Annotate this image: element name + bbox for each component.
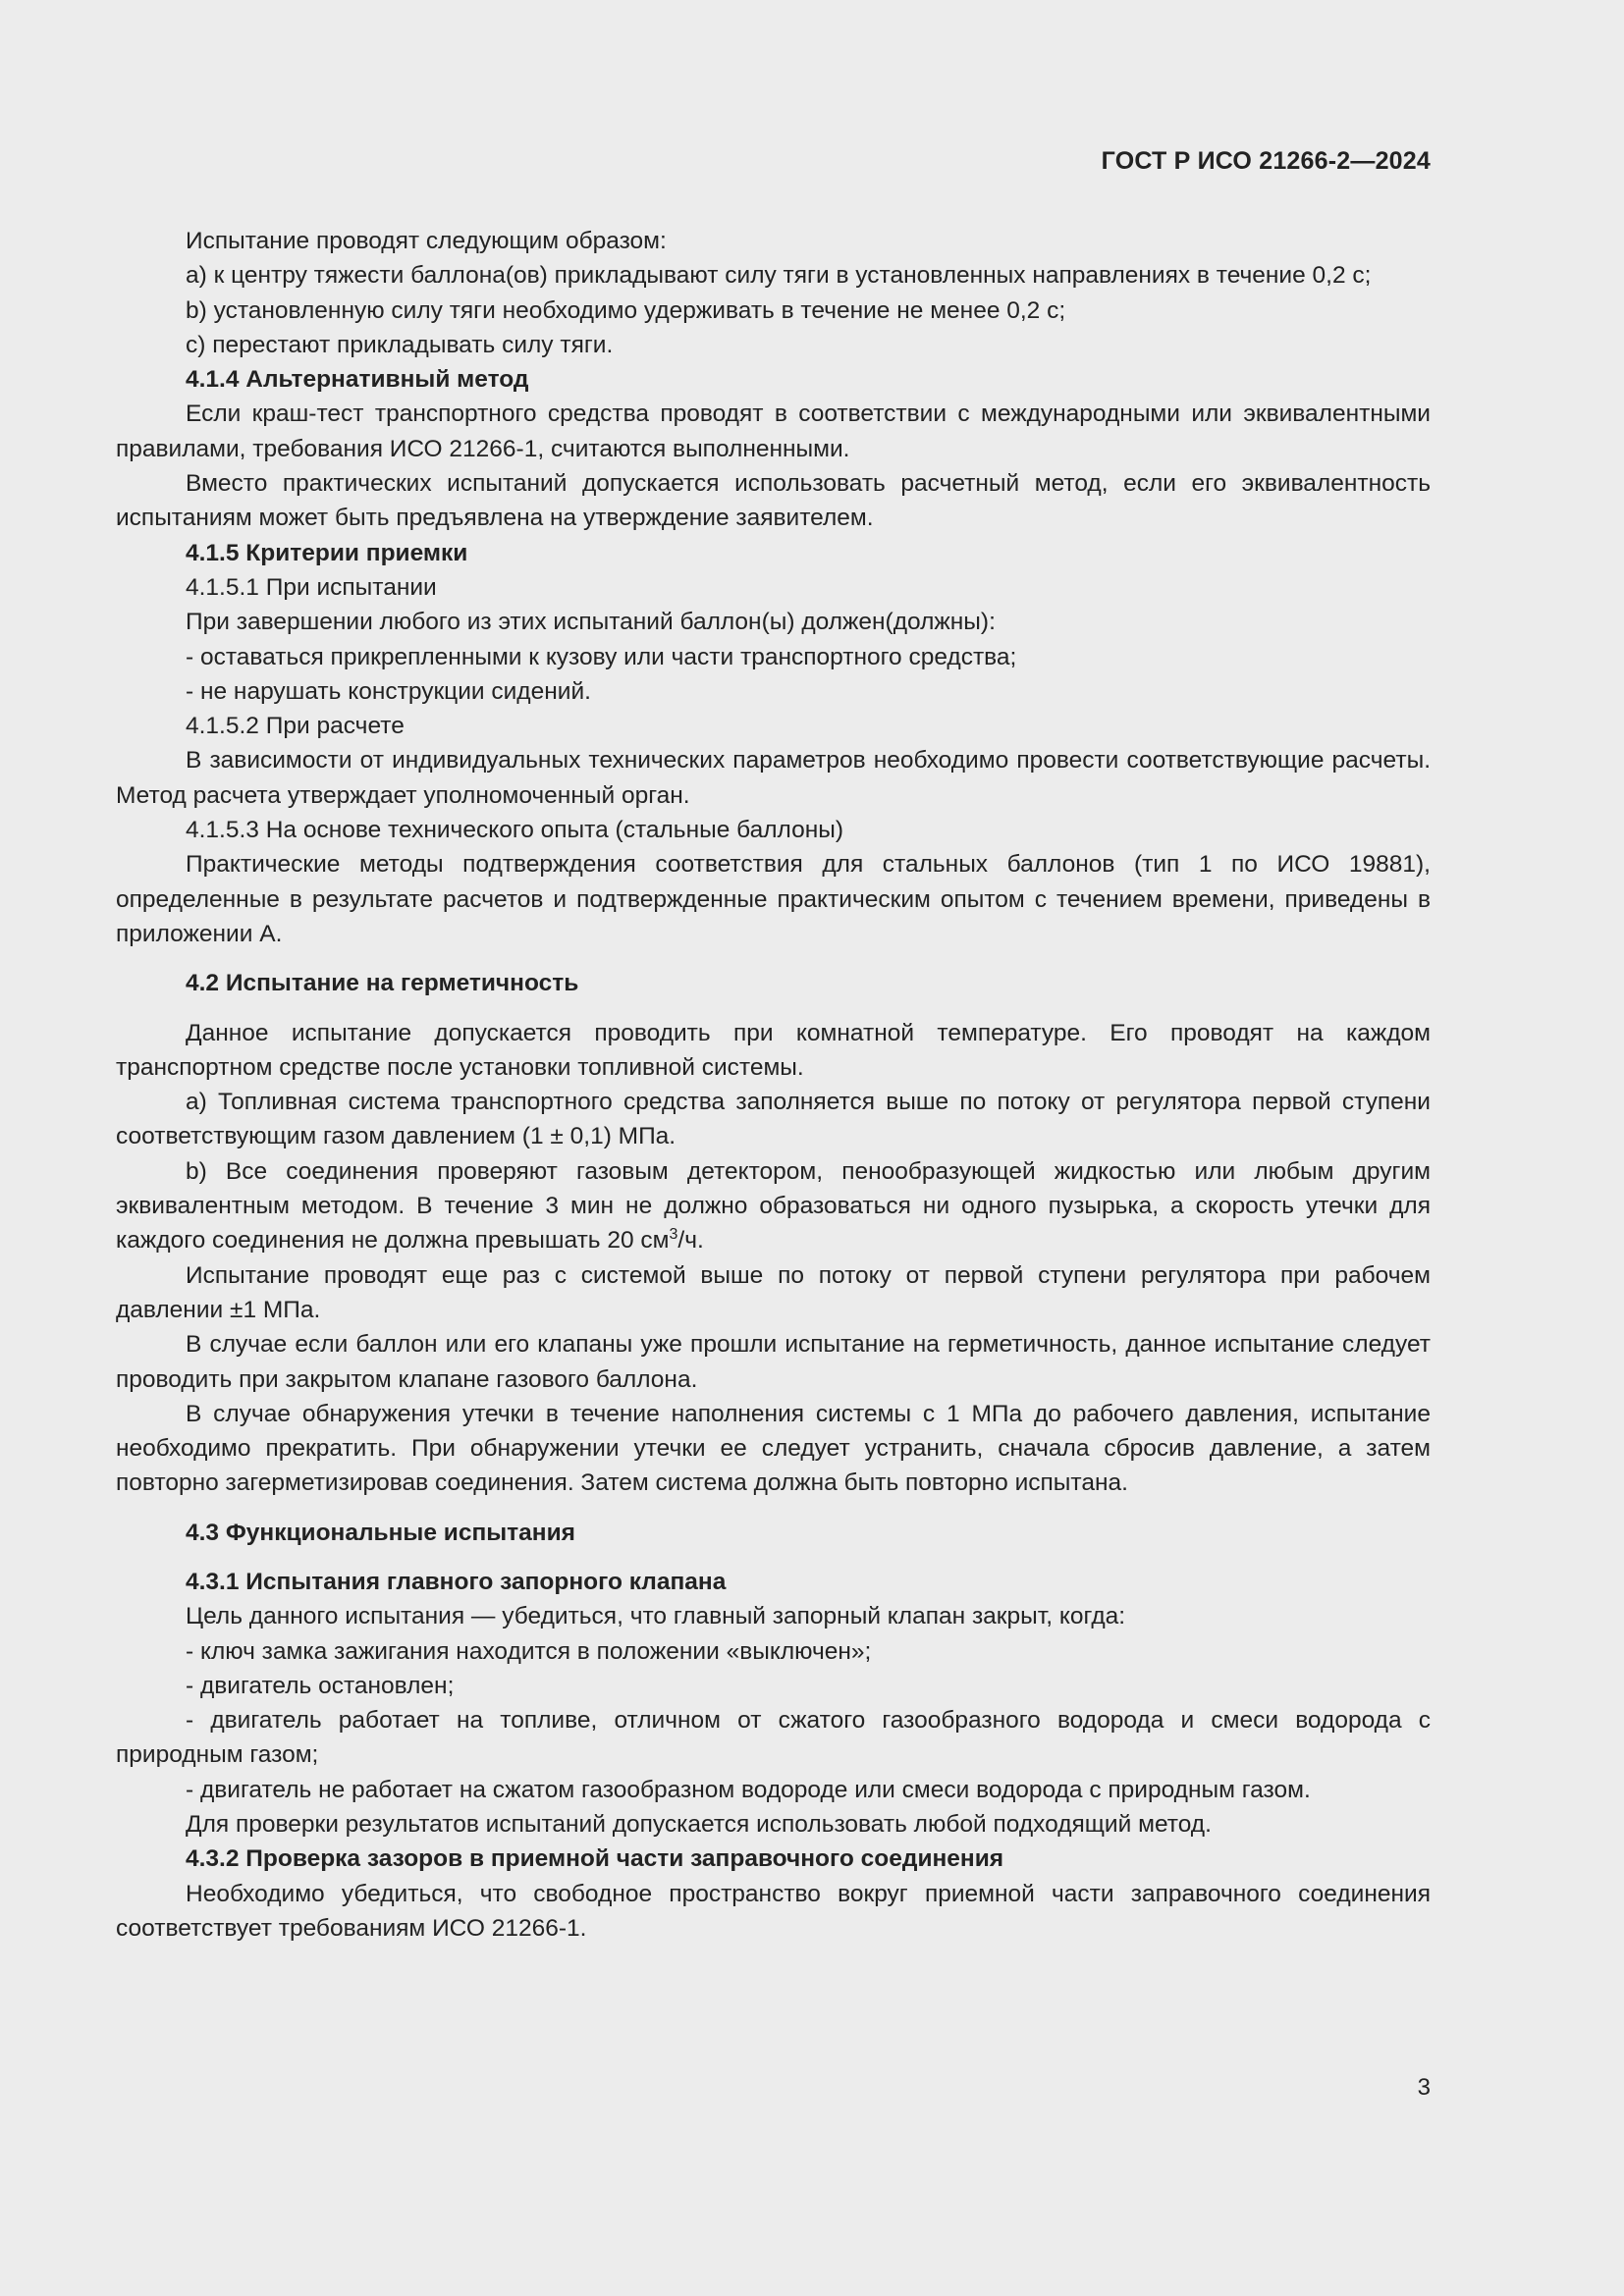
superscript: 3 [669,1226,678,1244]
list-item: - ключ замка зажигания находится в положении «выключен»; [186,1637,872,1665]
paragraph: Для проверки результатов испытаний допускается использовать любой подходящий метод. [186,1811,1212,1839]
list-item: b) установленную силу тяги необходимо удерживать в течение не менее 0,2 с; [186,296,1066,324]
paragraph: При завершении любого из этих испытаний баллон(ы) должен(должны): [186,609,996,636]
list-item: - двигатель работает на топливе, отличном от сжатого газообразного водорода и смеси водорода с природным газом; [116,1707,1431,1769]
body-text [116,224,1431,1946]
paragraph: Данное испытание допускается проводить при комнатной температуре. Его проводят на каждом транспортном средстве после установки топливной системы. [116,1019,1431,1081]
section-heading-4-3-2: 4.3.2 Проверка зазоров в приемной части заправочного соединения [186,1845,1004,1873]
list-item: - двигатель не работает на сжатом газообразном водороде или смеси водорода с природным газом. [186,1776,1311,1803]
section-heading-4-2: 4.2 Испытание на герметичность [186,970,579,997]
list-item: - оставаться прикрепленными к кузову или части транспортного средства; [186,643,1017,670]
paragraph: Испытание проводят следующим образом: [186,228,667,254]
paragraph-text: /ч. [677,1227,704,1255]
subsection-heading-4-1-5-1: 4.1.5.1 При испытании [186,573,437,601]
list-item: - не нарушать конструкции сидений. [186,677,591,705]
list-item [116,1154,1431,1258]
standard-designation: ГОСТ Р ИСО 21266-2—2024 [1101,147,1431,175]
list-item: a) к центру тяжести баллона(ов) прикладывают силу тяги в установленных направлениях в течение 0,2 с; [186,262,1372,290]
section-heading-4-1-4: 4.1.4 Альтернативный метод [186,366,529,394]
paragraph: Цель данного испытания — убедиться, что главный запорный клапан закрыт, когда: [186,1603,1126,1630]
paragraph: Если краш-тест транспортного средства проводят в соответствии с международными или эквивалентными правилами, требования ИСО 21266-1, считаются выполненными. [116,400,1431,462]
section-heading-4-3: 4.3 Функциональные испытания [186,1519,575,1546]
section-heading-4-3-1: 4.3.1 Испытания главного запорного клапана [186,1568,727,1595]
paragraph: Испытание проводят еще раз с системой выше по потоку от первой ступени регулятора при рабочем давлении ±1 МПа. [116,1261,1431,1323]
list-item: c) перестают прикладывать силу тяги. [186,331,614,358]
paragraph: Вместо практических испытаний допускается использовать расчетный метод, если его эквивалентность испытаниям может быть предъявлена на утверждение заявителем. [116,470,1431,532]
paragraph: В случае обнаружения утечки в течение наполнения системы с 1 МПа до рабочего давления, испытание необходимо прекратить. При обнаружении утечки ее следует устранить, сначала сбросив давление, а затем повторно загерметизировав соединения. Затем система должна быть повторно испытана. [116,1400,1431,1497]
paragraph: В случае если баллон или его клапаны уже прошли испытание на герметичность, данное испытание следует проводить при закрытом клапане газового баллона. [116,1331,1431,1393]
paragraph: Необходимо убедиться, что свободное пространство вокруг приемной части заправочного соединения соответствует требованиям ИСО 21266-1. [116,1880,1431,1942]
paragraph: Практические методы подтверждения соответствия для стальных баллонов (тип 1 по ИСО 19881), определенные в результате расчетов и подтвержденные практическим опытом с течением времени, приведены в приложении А. [116,851,1431,947]
paragraph: В зависимости от индивидуальных технических параметров необходимо провести соответствующие расчеты. Метод расчета утверждает уполномоченный орган. [116,747,1431,809]
page-number: 3 [1417,2074,1431,2101]
list-item: - двигатель остановлен; [186,1672,455,1699]
paragraph-text: b) Все соединения проверяют газовым детектором, пенообразующей жидкостью или любым другим эквивалентным методом. В течение 3 мин не должно образоваться ни одного пузырька, а скорость утечки для каждого соединения не должна превышать 20 см [116,1157,1431,1255]
subsection-heading-4-1-5-2: 4.1.5.2 При расчете [186,713,405,740]
section-heading-4-1-5: 4.1.5 Критерии приемки [186,539,468,566]
subsection-heading-4-1-5-3: 4.1.5.3 На основе технического опыта (стальные баллоны) [186,817,844,844]
list-item: a) Топливная система транспортного средства заполняется выше по потоку от регулятора первой ступени соответствующим газом давлением (1 ± 0,1) МПа. [116,1089,1431,1150]
